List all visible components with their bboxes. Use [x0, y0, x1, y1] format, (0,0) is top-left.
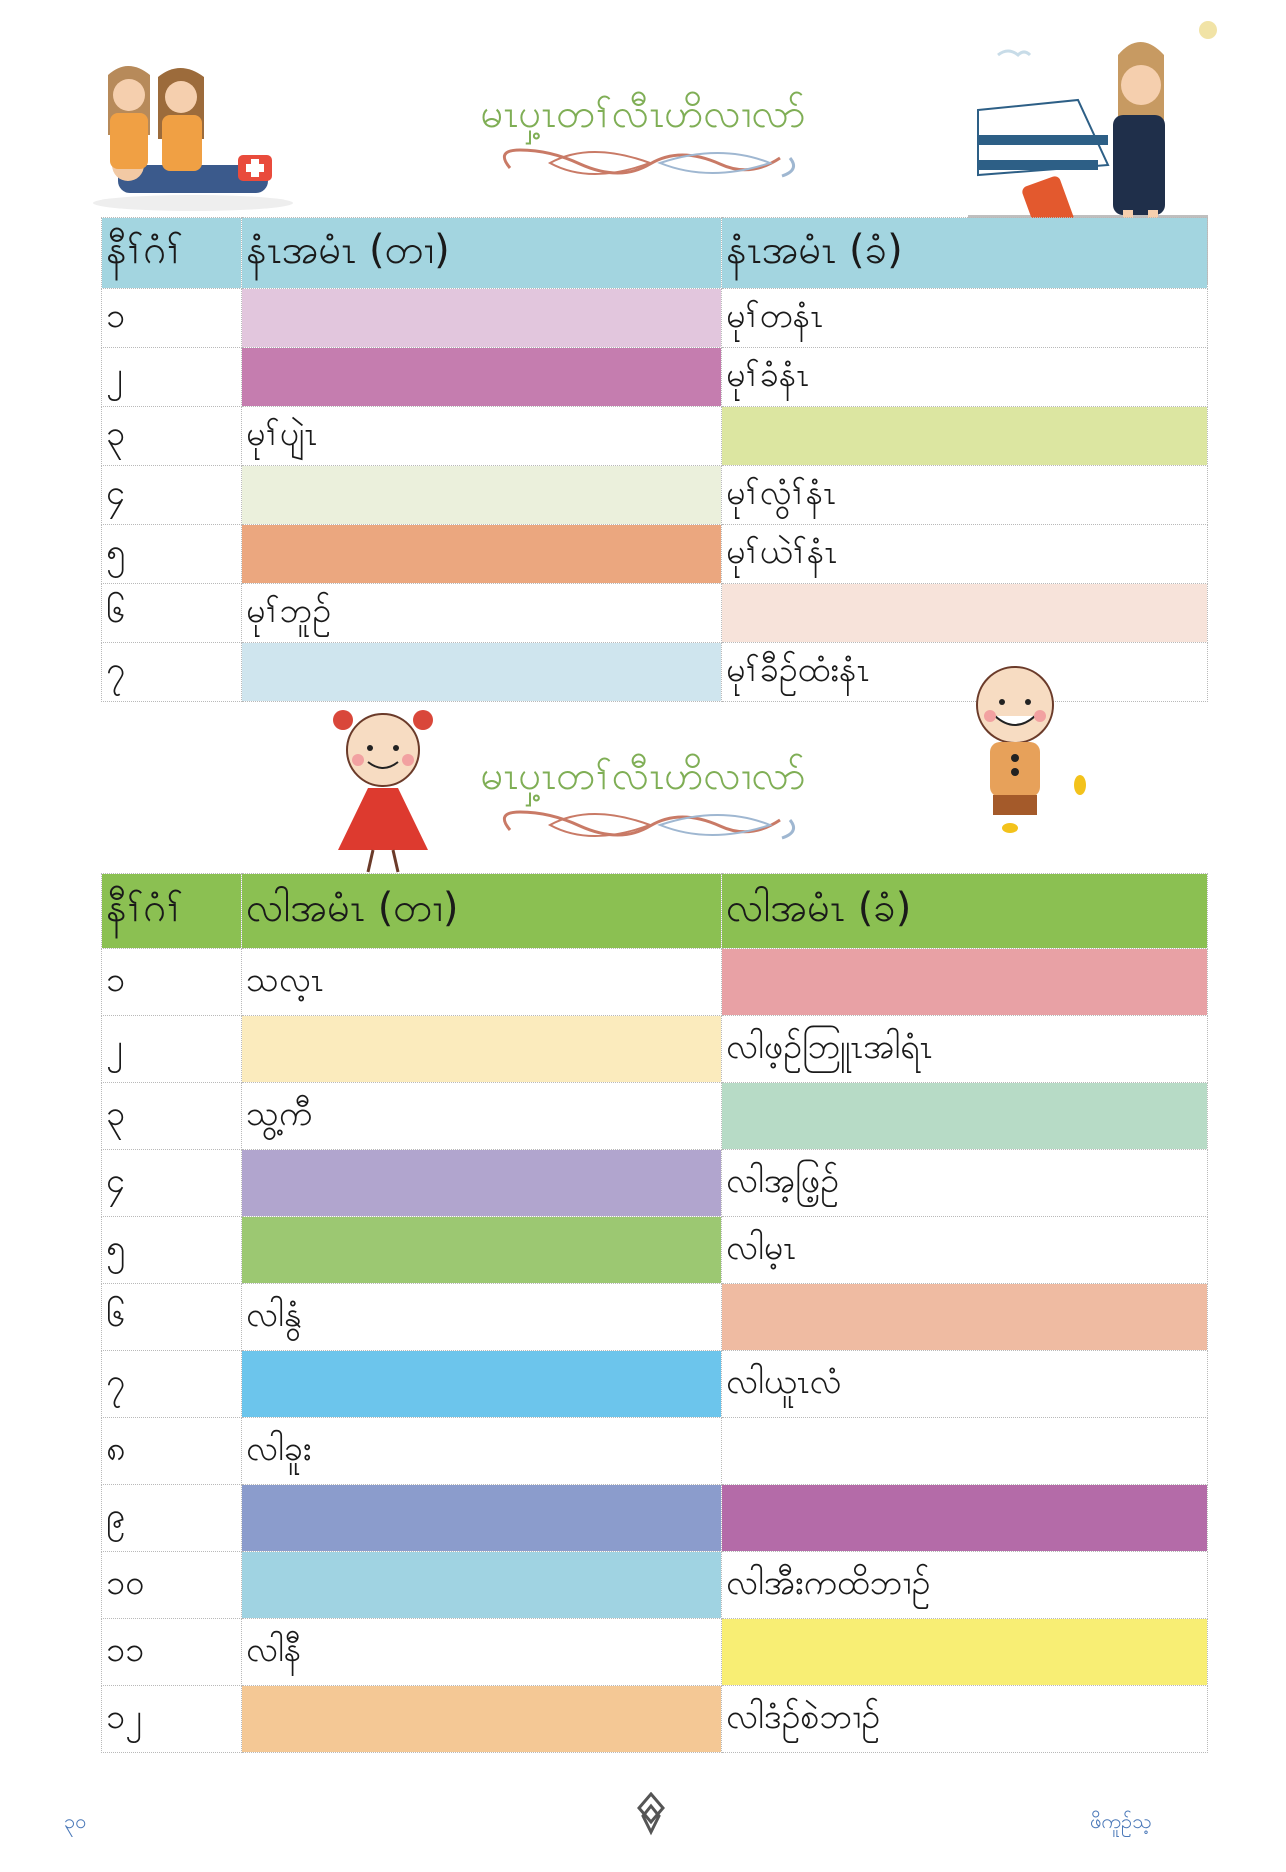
months-table — [101, 873, 1208, 1753]
name-cell-1 — [242, 1485, 722, 1552]
name-cell-1: သွ့ကီ — [242, 1083, 722, 1150]
days-table — [101, 217, 1208, 702]
name-cell-1 — [242, 1150, 722, 1217]
table-row — [102, 348, 1208, 407]
section-title: မၤပှ့ၤတၢ်လီၤဟိလၢလာ် — [480, 753, 806, 799]
row-number-cell: ၁၁ — [102, 1619, 242, 1686]
table-row — [102, 1284, 1208, 1351]
table-header-row — [102, 218, 1208, 289]
column-header-day-name-2: နံၤအမံၤ (ခံ) — [722, 218, 1208, 289]
row-number-cell: ၉ — [102, 1485, 242, 1552]
name-cell-1: လါနွံ — [242, 1284, 722, 1351]
name-cell-2: လါဖ့ဉ်ဘြူၤအါရံၤ — [722, 1016, 1208, 1083]
column-header-number: နီၢ်ဂံၢ် — [102, 874, 242, 949]
column-header-month-name-1: လါအမံၤ (တၢ) — [242, 874, 722, 949]
name-cell-2: မုၢ်ခီဉ်ထံးနံၤ — [722, 643, 1208, 702]
row-number-cell: ၅ — [102, 1217, 242, 1284]
table-row — [102, 1083, 1208, 1150]
table-row — [102, 949, 1208, 1016]
name-cell-1 — [242, 1016, 722, 1083]
table-row — [102, 466, 1208, 525]
name-cell-2: မုၢ်တနံၤ — [722, 289, 1208, 348]
column-header-number: နီၢ်ဂံၢ် — [102, 218, 242, 289]
name-cell-1: သလ့ၤ — [242, 949, 722, 1016]
table-row — [102, 1150, 1208, 1217]
row-number-cell: ၃ — [102, 1083, 242, 1150]
flourish-ornament — [490, 138, 810, 188]
row-number-cell: ၇ — [102, 643, 242, 702]
name-cell-2 — [722, 1083, 1208, 1150]
table-row — [102, 525, 1208, 584]
row-number-cell: ၇ — [102, 1351, 242, 1418]
row-number-cell: ၅ — [102, 525, 242, 584]
name-cell-2: လါယူၤလံ — [722, 1351, 1208, 1418]
column-header-month-name-2: လါအမံၤ (ခံ) — [722, 874, 1208, 949]
name-cell-1 — [242, 289, 722, 348]
name-cell-2 — [722, 584, 1208, 643]
table-row — [102, 584, 1208, 643]
name-cell-2: မုၢ်ခံနံၤ — [722, 348, 1208, 407]
row-number-cell: ၂ — [102, 1016, 242, 1083]
book-logo-icon — [636, 1792, 666, 1836]
name-cell-2 — [722, 1418, 1208, 1485]
name-cell-2 — [722, 407, 1208, 466]
book-label: ဖိကူဉ်သ့ — [1090, 1809, 1152, 1833]
column-header-day-name-1: နံၤအမံၤ (တၢ) — [242, 218, 722, 289]
row-number-cell: ၄ — [102, 466, 242, 525]
name-cell-2: လါမ့ၤ — [722, 1217, 1208, 1284]
name-cell-2 — [722, 1284, 1208, 1351]
name-cell-2: မုၢ်ယဲၢ်နံၤ — [722, 525, 1208, 584]
table-row — [102, 1619, 1208, 1686]
row-number-cell: ၃ — [102, 407, 242, 466]
row-number-cell: ၄ — [102, 1150, 242, 1217]
section-title: မၤပှ့ၤတၢ်လီၤဟိလၢလာ် — [480, 91, 806, 137]
name-cell-1 — [242, 466, 722, 525]
table-row — [102, 1351, 1208, 1418]
row-number-cell: ၂ — [102, 348, 242, 407]
row-number-cell: ၁ — [102, 949, 242, 1016]
name-cell-2: မုၢ်လွံၢ်နံၤ — [722, 466, 1208, 525]
row-number-cell: ၁ — [102, 289, 242, 348]
table-row — [102, 1686, 1208, 1753]
name-cell-1 — [242, 643, 722, 702]
table-row — [102, 1016, 1208, 1083]
table-row — [102, 1217, 1208, 1284]
name-cell-1 — [242, 1552, 722, 1619]
row-number-cell: ၆ — [102, 584, 242, 643]
row-number-cell: ၁၂ — [102, 1686, 242, 1753]
name-cell-2: လါဒံဉ်စဲဘၢဉ် — [722, 1686, 1208, 1753]
name-cell-1: မုၢ်ပျဲၤ — [242, 407, 722, 466]
name-cell-1: လါနီ — [242, 1619, 722, 1686]
name-cell-1 — [242, 525, 722, 584]
table-row — [102, 1552, 1208, 1619]
row-number-cell: ၁၀ — [102, 1552, 242, 1619]
name-cell-1: မုၢ်ဘူဉ် — [242, 584, 722, 643]
name-cell-1 — [242, 1351, 722, 1418]
page-number: ၃၀ — [64, 1809, 87, 1833]
name-cell-2: လါအ့ဖြ့ဉ် — [722, 1150, 1208, 1217]
table-row — [102, 1485, 1208, 1552]
name-cell-2 — [722, 1619, 1208, 1686]
name-cell-2 — [722, 1485, 1208, 1552]
row-number-cell: ၈ — [102, 1418, 242, 1485]
row-number-cell: ၆ — [102, 1284, 242, 1351]
table-row — [102, 407, 1208, 466]
table-row — [102, 1418, 1208, 1485]
name-cell-1 — [242, 348, 722, 407]
flourish-ornament — [490, 800, 810, 850]
table-row — [102, 289, 1208, 348]
name-cell-1 — [242, 1217, 722, 1284]
name-cell-1 — [242, 1686, 722, 1753]
name-cell-2 — [722, 949, 1208, 1016]
name-cell-2: လါအီးကထိဘၢဉ် — [722, 1552, 1208, 1619]
table-header-row — [102, 874, 1208, 949]
name-cell-1: လါခူး — [242, 1418, 722, 1485]
